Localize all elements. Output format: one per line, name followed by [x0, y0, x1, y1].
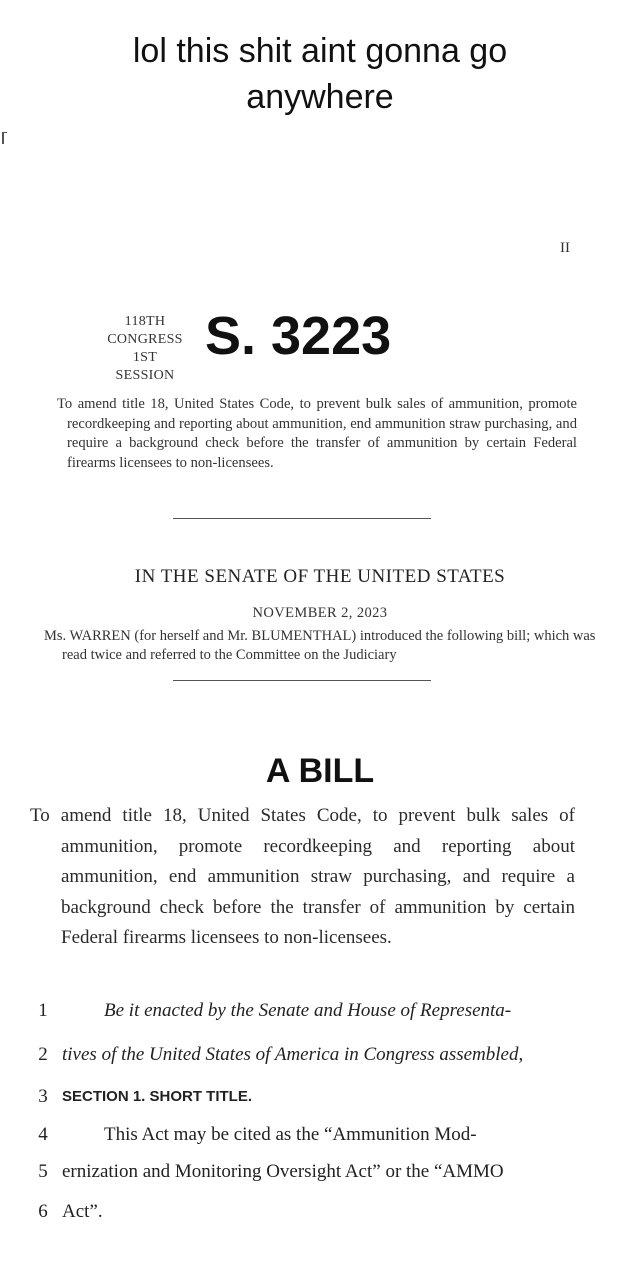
- bill-line: [25, 1161, 605, 1191]
- line-text: tives of the United States of America in Congress assembled,: [62, 1044, 524, 1065]
- bill-line: [25, 1086, 605, 1116]
- bill-line: [25, 1000, 605, 1030]
- section-heading: SECTION 1. SHORT TITLE.: [62, 1088, 253, 1105]
- line-text: ernization and Monitoring Oversight Act” or the “AMMO: [62, 1161, 504, 1182]
- bill-summary: To amend title 18, United States Code, to prevent bulk sales of ammunition, promote recordkeeping and reporting about ammunition, end ammunition straw purchasing, and require a background check before the transfer of ammunition by certain Federal firearms licensees to non-licensees.: [57, 396, 577, 471]
- line-number: 6: [38, 1201, 48, 1222]
- congress-session: [105, 313, 185, 385]
- line-number: 5: [38, 1161, 48, 1182]
- meme-caption: lol this shit aint gonna go anywhere: [132, 32, 508, 116]
- bill-line: [25, 1044, 605, 1074]
- session-label: 1ST SESSION: [115, 350, 175, 383]
- chamber-heading: IN THE SENATE OF THE UNITED STATES: [134, 566, 506, 587]
- line-number: 2: [38, 1044, 48, 1065]
- line-number: 1: [38, 1000, 48, 1021]
- bill-line: [25, 1201, 605, 1231]
- introduction-date: NOVEMBER 2, 2023: [252, 605, 388, 621]
- line-text: Act”.: [62, 1201, 103, 1222]
- line-text: Be it enacted by the Senate and House of Representa-: [104, 1000, 512, 1021]
- edge-mark: [2, 132, 7, 144]
- bill-heading: A BILL: [265, 752, 375, 790]
- introduction-text: Ms. WARREN (for herself and Mr. BLUMENTHAL) introduced the following bill; which was read twice and referred to the Committee on the Judiciary: [44, 628, 596, 663]
- bill-line: [25, 1124, 605, 1154]
- divider-bottom: [173, 680, 431, 681]
- congress-label: 118TH CONGRESS: [107, 314, 183, 347]
- bill-purpose: To amend title 18, United States Code, to prevent bulk sales of ammunition, promote recordkeeping and reporting about ammunition, end ammunition straw purchasing, and require a background check before the transfer of ammunition by certain Federal firearms licensees to non-licensees.: [30, 805, 575, 948]
- line-text: This Act may be cited as the “Ammunition Mod-: [104, 1124, 477, 1145]
- document-mark: II: [560, 240, 570, 256]
- line-number: 4: [38, 1124, 48, 1145]
- line-number: 3: [38, 1086, 48, 1107]
- divider-top: [173, 518, 431, 519]
- bill-number: S. 3223: [205, 306, 392, 366]
